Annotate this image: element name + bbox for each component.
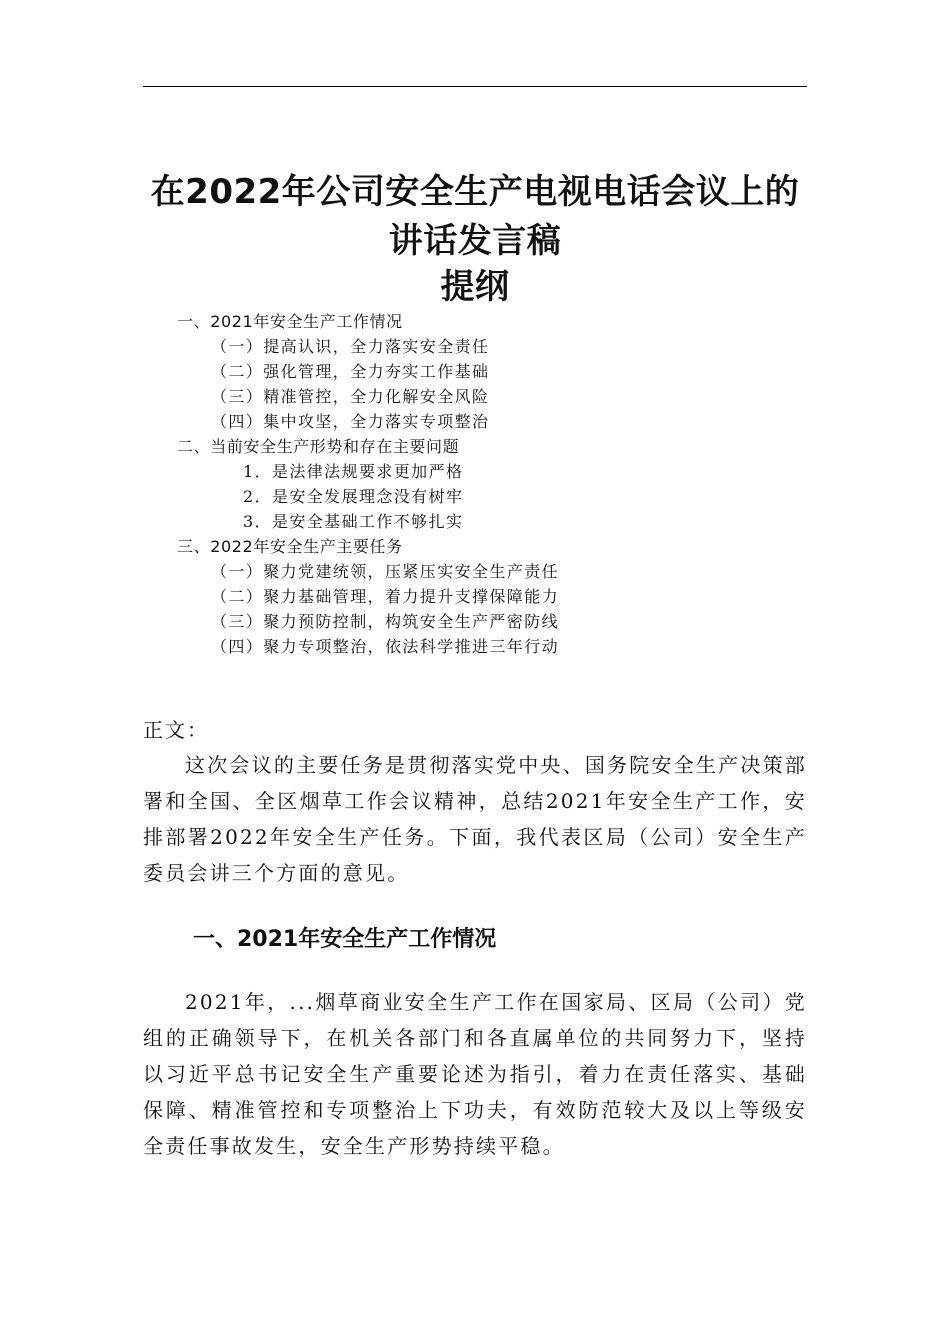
body-paragraph: 2021年，...烟草商业安全生产工作在国家局、区局（公司）党组的正确领导下，在机关各部门和各直属单位的共同努力下，坚持以习近平总书记安全生产重要论述为指引，着力在责任落实、基础保障、精准管控和专项整治上下功夫，有效防范较大及以上等级安全责任事故发生，安全生产形势持续平稳。 — [143, 990, 807, 1158]
outline-subitem: （四）集中攻坚，全力落实专项整治 — [211, 412, 490, 431]
outline-subitem: （二）强化管理，全力夯实工作基础 — [211, 362, 490, 381]
title-line-2: 讲话发言稿 — [388, 221, 562, 261]
outline-numbered: 3．是安全基础工作不够扎实 — [243, 512, 464, 531]
outline-heading: 一、2021年安全生产工作情况 — [177, 312, 403, 331]
outline-heading: 二、当前安全生产形势和存在主要问题 — [177, 437, 460, 456]
section-heading: 一、2021年安全生产工作情况 — [193, 927, 497, 952]
outline-subitem: （二）聚力基础管理，着力提升支撑保障能力 — [211, 587, 560, 606]
outline-numbered: 2．是安全发展理念没有树牢 — [243, 487, 464, 506]
outline-numbered: 1．是法律法规要求更加严格 — [243, 462, 464, 481]
header-rule — [143, 86, 807, 87]
title-line-1: 在2022年公司安全生产电视电话会议上的 — [150, 172, 800, 212]
outline-heading: 三、2022年安全生产主要任务 — [177, 537, 403, 556]
outline-subitem: （一）聚力党建统领，压紧压实安全生产责任 — [211, 562, 560, 581]
body-label: 正文： — [143, 718, 209, 742]
body-paragraph: 这次会议的主要任务是贯彻落实党中央、国务院安全生产决策部署和全国、全区烟草工作会议精神，总结2021年安全生产工作，安排部署2022年安全生产任务。下面，我代表区局（公司）安全生产委员会讲三个方面的意见。 — [143, 753, 807, 885]
title-line-3: 提纲 — [440, 267, 510, 307]
outline-subitem: （四）聚力专项整治，依法科学推进三年行动 — [211, 637, 560, 656]
outline-subitem: （三）聚力预防控制，构筑安全生产严密防线 — [211, 612, 560, 631]
outline-subitem: （一）提高认识，全力落实安全责任 — [211, 337, 490, 356]
outline-subitem: （三）精准管控，全力化解安全风险 — [211, 387, 490, 406]
